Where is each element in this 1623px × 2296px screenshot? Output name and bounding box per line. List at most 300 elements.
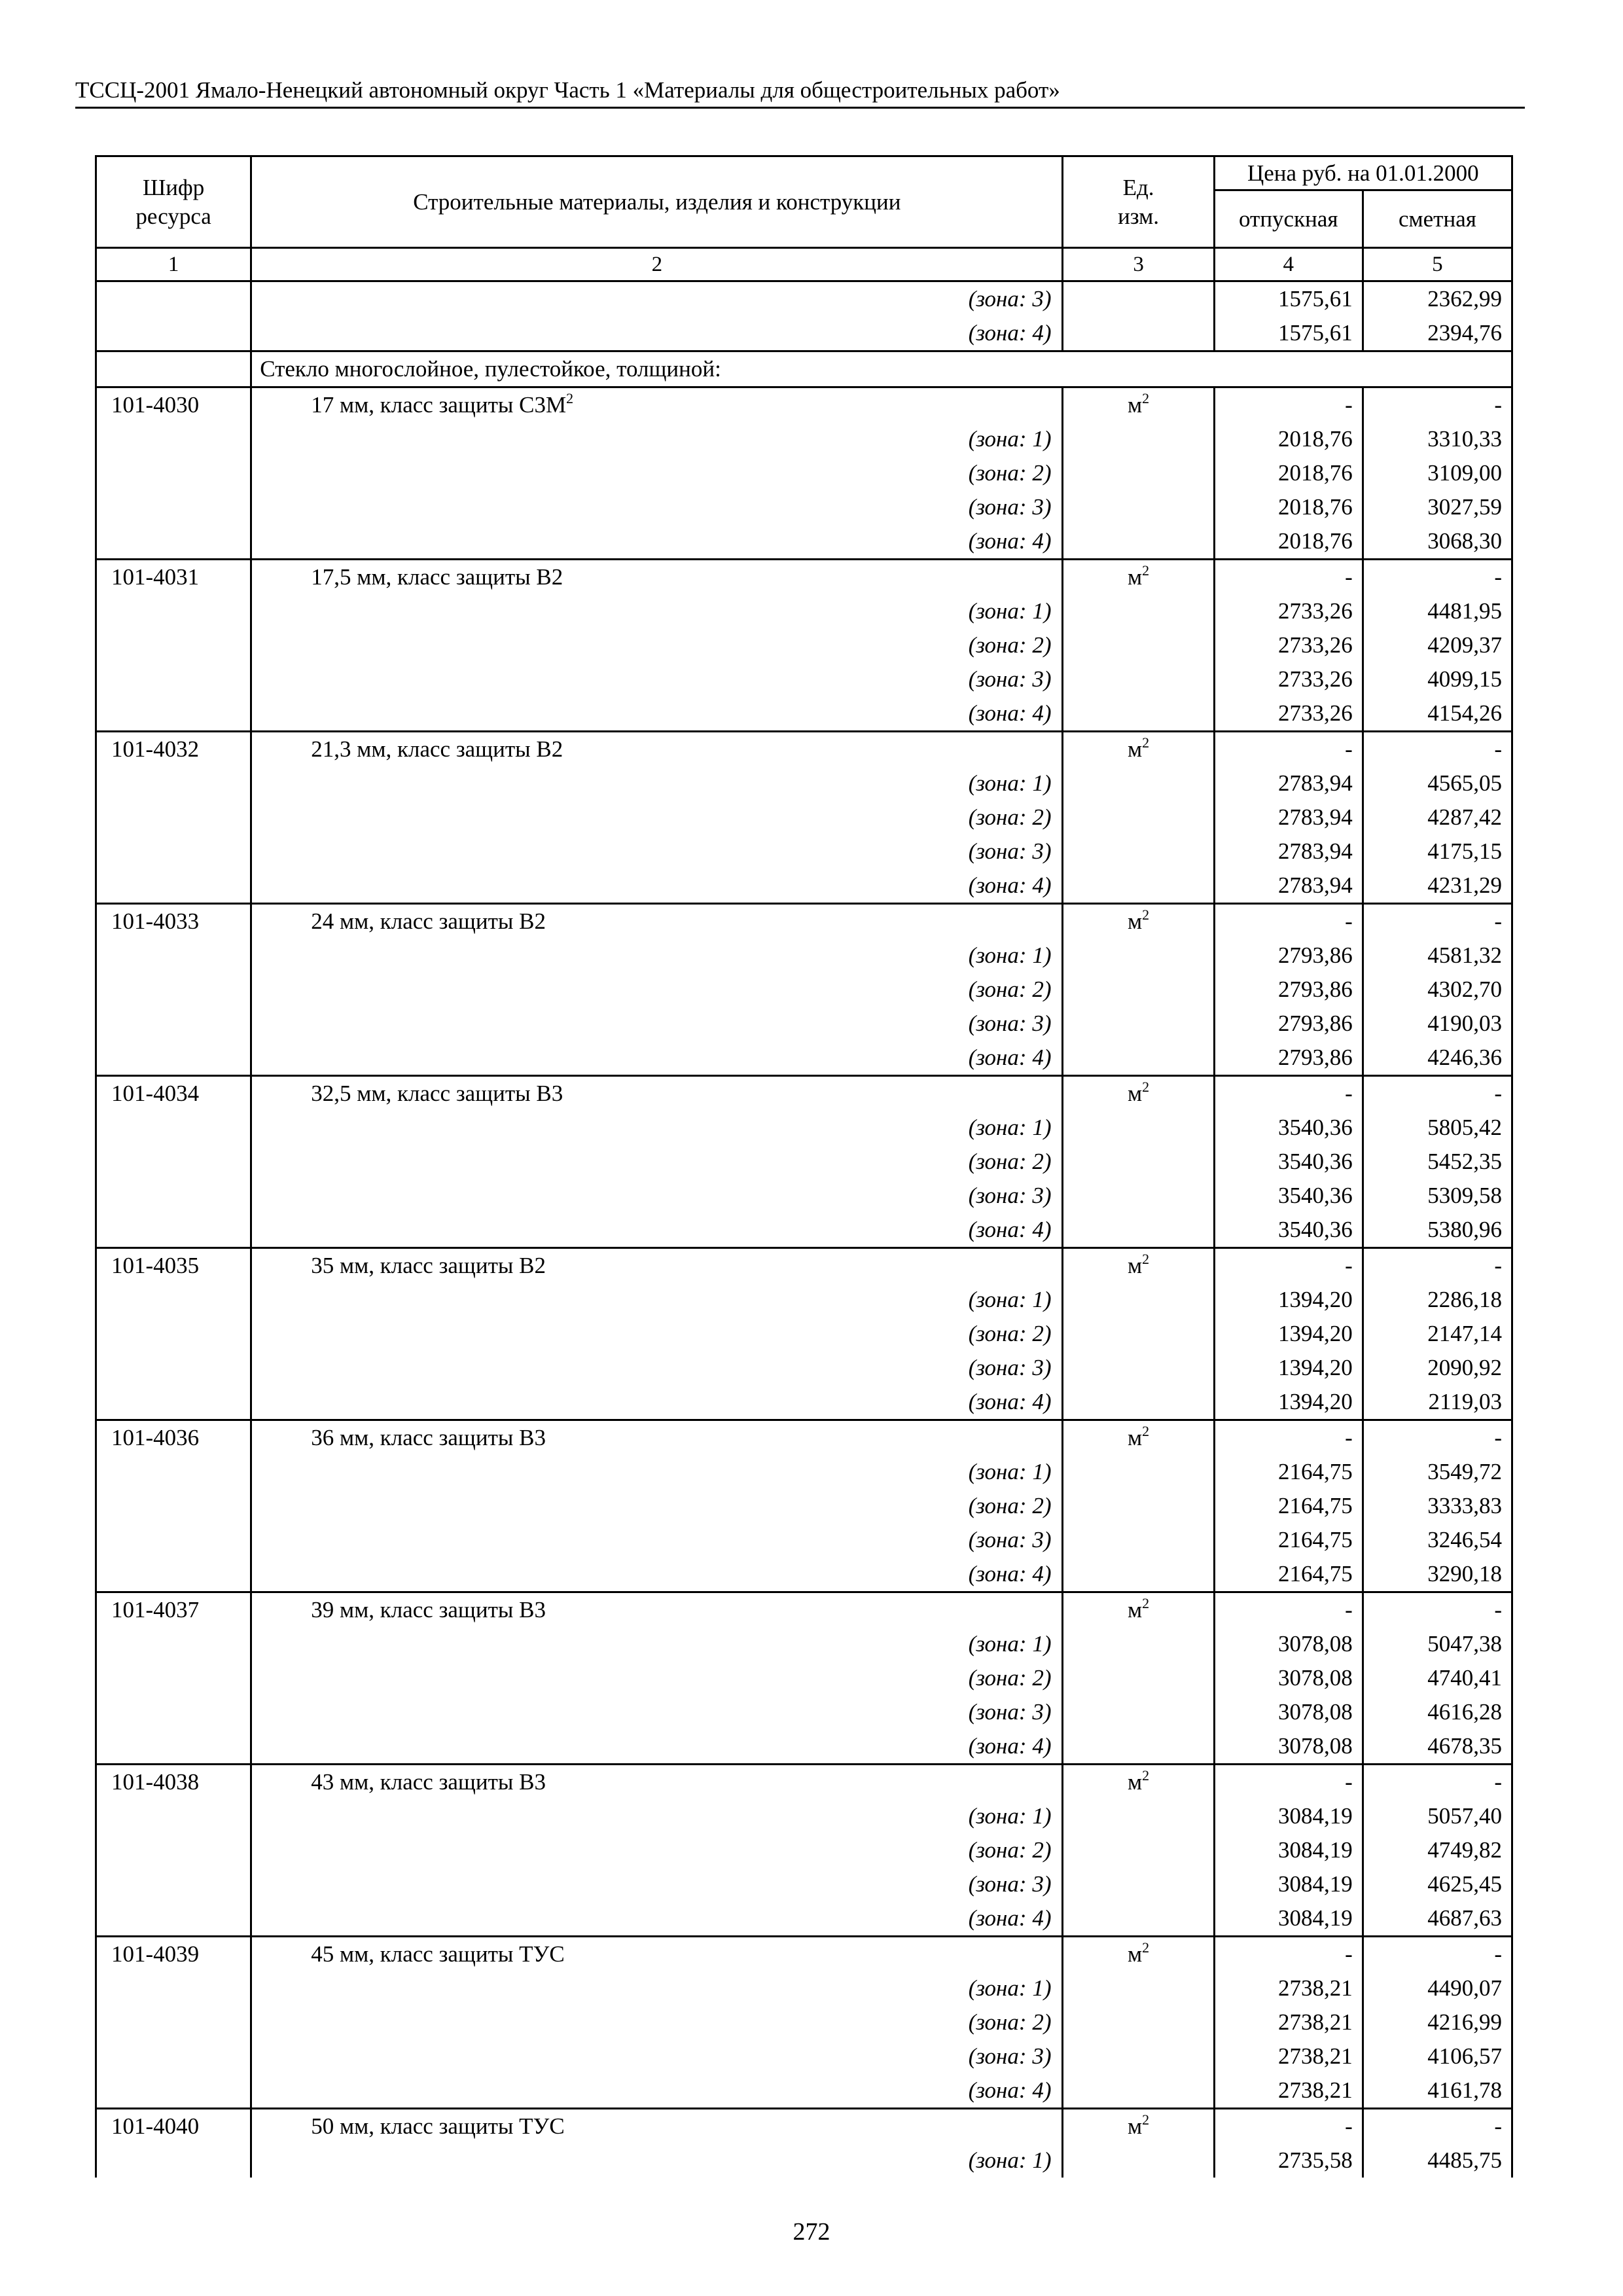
estimate-price: - bbox=[1363, 1937, 1512, 1972]
estimate-price: 2119,03 bbox=[1363, 1385, 1512, 1420]
item-row bbox=[96, 904, 1512, 939]
zone-label: (зона: 4) bbox=[251, 696, 1063, 732]
unit-cell bbox=[1063, 869, 1214, 904]
table-body bbox=[96, 281, 1512, 2178]
code-cell bbox=[96, 2005, 251, 2039]
unit-superscript: 2 bbox=[1142, 390, 1150, 406]
item-name bbox=[251, 1076, 1063, 1111]
zone-row bbox=[96, 1523, 1512, 1557]
zone-label: (зона: 4) bbox=[251, 869, 1063, 904]
code-cell bbox=[96, 316, 251, 351]
release-price: - bbox=[1214, 732, 1363, 767]
estimate-price: 3068,30 bbox=[1363, 524, 1512, 560]
zone-label: (зона: 1) bbox=[251, 422, 1063, 456]
release-price: 2164,75 bbox=[1214, 1455, 1363, 1489]
zone-row bbox=[96, 696, 1512, 732]
unit-cell bbox=[1063, 1041, 1214, 1076]
release-price: 2738,21 bbox=[1214, 1971, 1363, 2005]
estimate-price: 4246,36 bbox=[1363, 1041, 1512, 1076]
zone-row bbox=[96, 1111, 1512, 1145]
zone-label: (зона: 1) bbox=[251, 1111, 1063, 1145]
release-price: 2018,76 bbox=[1214, 422, 1363, 456]
zone-row bbox=[96, 766, 1512, 800]
unit-cell bbox=[1063, 594, 1214, 628]
unit-superscript: 2 bbox=[1142, 2111, 1150, 2128]
unit-cell bbox=[1063, 490, 1214, 524]
item-row bbox=[96, 1420, 1512, 1456]
zone-row bbox=[96, 490, 1512, 524]
unit-text: м bbox=[1127, 908, 1143, 934]
estimate-price: 4581,32 bbox=[1363, 939, 1512, 973]
unit-superscript: 2 bbox=[1142, 734, 1150, 751]
zone-label: (зона: 4) bbox=[251, 316, 1063, 351]
code-cell bbox=[96, 766, 251, 800]
unit-cell bbox=[1063, 1455, 1214, 1489]
col-header-code: Шифр ресурса bbox=[96, 156, 251, 248]
item-name-text: 24 мм, класс защиты В2 bbox=[311, 908, 546, 934]
resource-code: 101-4038 bbox=[96, 1765, 251, 1800]
zone-row bbox=[96, 1317, 1512, 1351]
unit-cell bbox=[1063, 1901, 1214, 1937]
zone-row bbox=[96, 1385, 1512, 1420]
code-cell bbox=[96, 1661, 251, 1695]
code-cell bbox=[96, 594, 251, 628]
zone-row bbox=[96, 869, 1512, 904]
unit-cell bbox=[1063, 422, 1214, 456]
release-price: - bbox=[1214, 387, 1363, 423]
resource-code: 101-4037 bbox=[96, 1592, 251, 1628]
release-price: 3078,08 bbox=[1214, 1729, 1363, 1765]
unit-text: м bbox=[1127, 1253, 1143, 1278]
zone-label: (зона: 3) bbox=[251, 1695, 1063, 1729]
zone-row bbox=[96, 1489, 1512, 1523]
unit-cell bbox=[1063, 1799, 1214, 1833]
release-price: 2793,86 bbox=[1214, 973, 1363, 1007]
item-row bbox=[96, 1765, 1512, 1800]
estimate-price: 3333,83 bbox=[1363, 1489, 1512, 1523]
zone-row bbox=[96, 1627, 1512, 1661]
release-price: 2733,26 bbox=[1214, 696, 1363, 732]
estimate-price: 4687,63 bbox=[1363, 1901, 1512, 1937]
estimate-price: 5057,40 bbox=[1363, 1799, 1512, 1833]
zone-row bbox=[96, 594, 1512, 628]
code-cell bbox=[96, 696, 251, 732]
item-name-text: 36 мм, класс защиты В3 bbox=[311, 1425, 546, 1450]
release-price: 2018,76 bbox=[1214, 490, 1363, 524]
zone-row bbox=[96, 1145, 1512, 1179]
unit-cell bbox=[1063, 662, 1214, 696]
zone-label: (зона: 2) bbox=[251, 973, 1063, 1007]
col-header-estimate: сметная bbox=[1363, 190, 1512, 248]
unit-cell bbox=[1063, 1695, 1214, 1729]
zone-label: (зона: 4) bbox=[251, 1901, 1063, 1937]
zone-label: (зона: 3) bbox=[251, 834, 1063, 869]
unit-cell bbox=[1063, 1385, 1214, 1420]
code-cell bbox=[96, 628, 251, 662]
estimate-price: 4616,28 bbox=[1363, 1695, 1512, 1729]
unit-text: м bbox=[1127, 1769, 1143, 1795]
zone-row bbox=[96, 1283, 1512, 1317]
code-cell bbox=[96, 524, 251, 560]
zone-label: (зона: 1) bbox=[251, 1971, 1063, 2005]
unit-cell bbox=[1063, 1351, 1214, 1385]
zone-label: (зона: 2) bbox=[251, 1317, 1063, 1351]
release-price: 2793,86 bbox=[1214, 939, 1363, 973]
unit-text: м bbox=[1127, 736, 1143, 762]
release-price: 1575,61 bbox=[1214, 281, 1363, 317]
unit-cell bbox=[1063, 316, 1214, 351]
zone-label: (зона: 1) bbox=[251, 939, 1063, 973]
estimate-price: 4678,35 bbox=[1363, 1729, 1512, 1765]
release-price: 2735,58 bbox=[1214, 2144, 1363, 2178]
release-price: 2733,26 bbox=[1214, 628, 1363, 662]
col-header-unit: Ед. изм. bbox=[1063, 156, 1214, 248]
item-name-text: 21,3 мм, класс защиты В2 bbox=[311, 736, 563, 762]
resource-code: 101-4035 bbox=[96, 1248, 251, 1283]
release-price: 2018,76 bbox=[1214, 524, 1363, 560]
estimate-price: 2394,76 bbox=[1363, 316, 1512, 351]
estimate-price: - bbox=[1363, 1248, 1512, 1283]
zone-label: (зона: 4) bbox=[251, 2073, 1063, 2109]
estimate-price: 4287,42 bbox=[1363, 800, 1512, 834]
release-price: 2164,75 bbox=[1214, 1557, 1363, 1592]
unit-cell bbox=[1063, 560, 1214, 595]
zone-row bbox=[96, 1867, 1512, 1901]
unit-cell bbox=[1063, 2005, 1214, 2039]
unit-cell bbox=[1063, 1937, 1214, 1972]
unit-cell bbox=[1063, 1111, 1214, 1145]
release-price: 2738,21 bbox=[1214, 2073, 1363, 2109]
unit-cell bbox=[1063, 387, 1214, 423]
zone-row bbox=[96, 422, 1512, 456]
estimate-price: 2147,14 bbox=[1363, 1317, 1512, 1351]
estimate-price: 3109,00 bbox=[1363, 456, 1512, 490]
release-price: 2733,26 bbox=[1214, 662, 1363, 696]
estimate-price: 4565,05 bbox=[1363, 766, 1512, 800]
unit-superscript: 2 bbox=[1142, 906, 1150, 923]
item-row bbox=[96, 1076, 1512, 1111]
estimate-price: 4106,57 bbox=[1363, 2039, 1512, 2073]
unit-cell bbox=[1063, 628, 1214, 662]
zone-label: (зона: 2) bbox=[251, 1489, 1063, 1523]
release-price: 2783,94 bbox=[1214, 869, 1363, 904]
estimate-price: 3246,54 bbox=[1363, 1523, 1512, 1557]
zone-row bbox=[96, 1007, 1512, 1041]
zone-row bbox=[96, 1833, 1512, 1867]
unit-superscript: 2 bbox=[1142, 1251, 1150, 1267]
code-cell bbox=[96, 1695, 251, 1729]
code-cell bbox=[96, 1971, 251, 2005]
release-price: - bbox=[1214, 1592, 1363, 1628]
zone-label: (зона: 1) bbox=[251, 2144, 1063, 2178]
release-price: 1394,20 bbox=[1214, 1317, 1363, 1351]
zone-label: (зона: 3) bbox=[251, 1523, 1063, 1557]
zone-label: (зона: 2) bbox=[251, 1145, 1063, 1179]
code-cell bbox=[96, 1833, 251, 1867]
release-price: - bbox=[1214, 1765, 1363, 1800]
zone-label: (зона: 4) bbox=[251, 1385, 1063, 1420]
unit-text: м bbox=[1127, 1597, 1143, 1623]
price-table bbox=[95, 155, 1513, 2178]
code-cell bbox=[96, 2144, 251, 2178]
unit-superscript: 2 bbox=[1142, 562, 1150, 579]
unit-cell bbox=[1063, 800, 1214, 834]
item-name-text: 35 мм, класс защиты В2 bbox=[311, 1253, 546, 1278]
unit-cell bbox=[1063, 732, 1214, 767]
col-header-price: Цена руб. на 01.01.2000 bbox=[1214, 156, 1512, 190]
estimate-price: 5380,96 bbox=[1363, 1213, 1512, 1248]
zone-label: (зона: 3) bbox=[251, 1179, 1063, 1213]
code-cell bbox=[96, 351, 251, 387]
item-row bbox=[96, 1592, 1512, 1628]
unit-cell bbox=[1063, 696, 1214, 732]
estimate-price: - bbox=[1363, 560, 1512, 595]
unit-cell bbox=[1063, 1661, 1214, 1695]
zone-row bbox=[96, 1557, 1512, 1592]
estimate-price: 4481,95 bbox=[1363, 594, 1512, 628]
zone-row bbox=[96, 281, 1512, 317]
unit-cell bbox=[1063, 2144, 1214, 2178]
zone-row bbox=[96, 662, 1512, 696]
zone-row bbox=[96, 456, 1512, 490]
zone-label: (зона: 2) bbox=[251, 628, 1063, 662]
item-name bbox=[251, 1765, 1063, 1800]
release-price: 3084,19 bbox=[1214, 1901, 1363, 1937]
estimate-price: 3310,33 bbox=[1363, 422, 1512, 456]
zone-label: (зона: 2) bbox=[251, 456, 1063, 490]
release-price: 3078,08 bbox=[1214, 1627, 1363, 1661]
col-header-name: Строительные материалы, изделия и конструкции bbox=[251, 156, 1063, 248]
unit-cell bbox=[1063, 1523, 1214, 1557]
item-name-text: 45 мм, класс защиты ТУС bbox=[311, 1941, 565, 1967]
unit-cell bbox=[1063, 904, 1214, 939]
zone-label: (зона: 1) bbox=[251, 1627, 1063, 1661]
zone-label: (зона: 2) bbox=[251, 800, 1063, 834]
estimate-price: 5805,42 bbox=[1363, 1111, 1512, 1145]
table-header bbox=[96, 156, 1512, 281]
estimate-price: 4190,03 bbox=[1363, 1007, 1512, 1041]
release-price: 1394,20 bbox=[1214, 1283, 1363, 1317]
zone-row bbox=[96, 1695, 1512, 1729]
release-price: - bbox=[1214, 1420, 1363, 1456]
code-cell bbox=[96, 834, 251, 869]
unit-cell bbox=[1063, 1248, 1214, 1283]
estimate-price: - bbox=[1363, 1765, 1512, 1800]
code-cell bbox=[96, 1179, 251, 1213]
release-price: - bbox=[1214, 560, 1363, 595]
page-number: 272 bbox=[793, 2218, 830, 2246]
code-cell bbox=[96, 1145, 251, 1179]
item-name bbox=[251, 560, 1063, 595]
column-number: 4 bbox=[1214, 248, 1363, 281]
zone-label: (зона: 2) bbox=[251, 1661, 1063, 1695]
unit-cell bbox=[1063, 766, 1214, 800]
release-price: 2738,21 bbox=[1214, 2005, 1363, 2039]
estimate-price: 4231,29 bbox=[1363, 869, 1512, 904]
zone-row bbox=[96, 939, 1512, 973]
zone-label: (зона: 1) bbox=[251, 594, 1063, 628]
code-cell bbox=[96, 1523, 251, 1557]
resource-code: 101-4040 bbox=[96, 2109, 251, 2144]
unit-cell bbox=[1063, 973, 1214, 1007]
code-cell bbox=[96, 1351, 251, 1385]
code-cell bbox=[96, 800, 251, 834]
code-cell bbox=[96, 2073, 251, 2109]
code-cell bbox=[96, 1283, 251, 1317]
code-cell bbox=[96, 662, 251, 696]
estimate-price: 5452,35 bbox=[1363, 1145, 1512, 1179]
release-price: - bbox=[1214, 1248, 1363, 1283]
item-row bbox=[96, 1248, 1512, 1283]
code-cell bbox=[96, 1901, 251, 1937]
unit-cell bbox=[1063, 939, 1214, 973]
zone-row bbox=[96, 1799, 1512, 1833]
code-cell bbox=[96, 1455, 251, 1489]
unit-text: м bbox=[1127, 392, 1143, 418]
zone-label: (зона: 2) bbox=[251, 1833, 1063, 1867]
column-numbers-row bbox=[96, 248, 1512, 281]
estimate-price: 4099,15 bbox=[1363, 662, 1512, 696]
code-cell bbox=[96, 1729, 251, 1765]
unit-text: м bbox=[1127, 1081, 1143, 1106]
unit-cell bbox=[1063, 1076, 1214, 1111]
estimate-price: - bbox=[1363, 1076, 1512, 1111]
code-cell bbox=[96, 973, 251, 1007]
estimate-price: 4209,37 bbox=[1363, 628, 1512, 662]
release-price: 1575,61 bbox=[1214, 316, 1363, 351]
unit-cell bbox=[1063, 1833, 1214, 1867]
zone-label: (зона: 3) bbox=[251, 490, 1063, 524]
zone-label: (зона: 4) bbox=[251, 1213, 1063, 1248]
item-name bbox=[251, 1937, 1063, 1972]
code-cell bbox=[96, 422, 251, 456]
release-price: 2793,86 bbox=[1214, 1007, 1363, 1041]
release-price: 3540,36 bbox=[1214, 1179, 1363, 1213]
estimate-price: 5309,58 bbox=[1363, 1179, 1512, 1213]
estimate-price: 2090,92 bbox=[1363, 1351, 1512, 1385]
item-row bbox=[96, 560, 1512, 595]
release-price: 2738,21 bbox=[1214, 2039, 1363, 2073]
code-cell bbox=[96, 490, 251, 524]
estimate-price: 4161,78 bbox=[1363, 2073, 1512, 2109]
unit-cell bbox=[1063, 1765, 1214, 1800]
item-name bbox=[251, 1592, 1063, 1628]
column-number: 2 bbox=[251, 248, 1063, 281]
zone-label: (зона: 1) bbox=[251, 1283, 1063, 1317]
unit-cell bbox=[1063, 2109, 1214, 2144]
zone-row bbox=[96, 524, 1512, 560]
release-price: 2164,75 bbox=[1214, 1489, 1363, 1523]
unit-cell bbox=[1063, 524, 1214, 560]
zone-row bbox=[96, 800, 1512, 834]
zone-label: (зона: 2) bbox=[251, 2005, 1063, 2039]
code-cell bbox=[96, 1867, 251, 1901]
estimate-price: 4302,70 bbox=[1363, 973, 1512, 1007]
release-price: 3078,08 bbox=[1214, 1661, 1363, 1695]
unit-cell bbox=[1063, 456, 1214, 490]
release-price: 2783,94 bbox=[1214, 800, 1363, 834]
estimate-price: 4175,15 bbox=[1363, 834, 1512, 869]
unit-cell bbox=[1063, 1145, 1214, 1179]
item-name-text: 39 мм, класс защиты В3 bbox=[311, 1597, 546, 1623]
release-price: - bbox=[1214, 1937, 1363, 1972]
unit-cell bbox=[1063, 834, 1214, 869]
zone-row bbox=[96, 2039, 1512, 2073]
release-price: 1394,20 bbox=[1214, 1351, 1363, 1385]
resource-code: 101-4030 bbox=[96, 387, 251, 423]
estimate-price: 4154,26 bbox=[1363, 696, 1512, 732]
zone-label: (зона: 1) bbox=[251, 1455, 1063, 1489]
estimate-price: 4490,07 bbox=[1363, 1971, 1512, 2005]
item-name bbox=[251, 387, 1063, 423]
estimate-price: 4485,75 bbox=[1363, 2144, 1512, 2178]
estimate-price: 3549,72 bbox=[1363, 1455, 1512, 1489]
resource-code: 101-4034 bbox=[96, 1076, 251, 1111]
group-title: Стекло многослойное, пулестойкое, толщиной: bbox=[251, 351, 1512, 387]
zone-label: (зона: 4) bbox=[251, 1729, 1063, 1765]
estimate-price: 2362,99 bbox=[1363, 281, 1512, 317]
estimate-price: 4740,41 bbox=[1363, 1661, 1512, 1695]
zone-row bbox=[96, 1661, 1512, 1695]
item-row bbox=[96, 2109, 1512, 2144]
column-number: 3 bbox=[1063, 248, 1214, 281]
item-name-text: 17 мм, класс защиты С3М bbox=[311, 392, 567, 418]
release-price: 2018,76 bbox=[1214, 456, 1363, 490]
estimate-price: - bbox=[1363, 1420, 1512, 1456]
zone-row bbox=[96, 1455, 1512, 1489]
column-number: 1 bbox=[96, 248, 251, 281]
unit-superscript: 2 bbox=[1142, 1767, 1150, 1784]
item-name-text: 43 мм, класс защиты В3 bbox=[311, 1769, 546, 1795]
zone-row bbox=[96, 1213, 1512, 1248]
unit-cell bbox=[1063, 1317, 1214, 1351]
release-price: 3540,36 bbox=[1214, 1145, 1363, 1179]
estimate-price: - bbox=[1363, 1592, 1512, 1628]
zone-row bbox=[96, 2073, 1512, 2109]
zone-label: (зона: 4) bbox=[251, 524, 1063, 560]
unit-cell bbox=[1063, 1283, 1214, 1317]
zone-label: (зона: 3) bbox=[251, 662, 1063, 696]
code-cell bbox=[96, 1799, 251, 1833]
unit-cell bbox=[1063, 1867, 1214, 1901]
unit-text: м bbox=[1127, 1425, 1143, 1450]
release-price: 2783,94 bbox=[1214, 834, 1363, 869]
unit-cell bbox=[1063, 2073, 1214, 2109]
release-price: 3084,19 bbox=[1214, 1833, 1363, 1867]
page-header bbox=[75, 74, 1525, 109]
item-row bbox=[96, 732, 1512, 767]
release-price: - bbox=[1214, 1076, 1363, 1111]
estimate-price: - bbox=[1363, 2109, 1512, 2144]
estimate-price: 4216,99 bbox=[1363, 2005, 1512, 2039]
estimate-price: - bbox=[1363, 732, 1512, 767]
resource-code: 101-4036 bbox=[96, 1420, 251, 1456]
unit-cell bbox=[1063, 1007, 1214, 1041]
code-cell bbox=[96, 1213, 251, 1248]
item-name bbox=[251, 1248, 1063, 1283]
code-cell bbox=[96, 456, 251, 490]
code-cell bbox=[96, 1111, 251, 1145]
estimate-price: 4749,82 bbox=[1363, 1833, 1512, 1867]
document-title: ТССЦ-2001 Ямало-Ненецкий автономный округ Часть 1 «Материалы для общестроительных работ» bbox=[75, 77, 1060, 103]
unit-text: м bbox=[1127, 564, 1143, 590]
unit-cell bbox=[1063, 2039, 1214, 2073]
release-price: 3540,36 bbox=[1214, 1213, 1363, 1248]
zone-row bbox=[96, 2144, 1512, 2178]
zone-label: (зона: 3) bbox=[251, 1351, 1063, 1385]
code-cell bbox=[96, 1557, 251, 1592]
group-row bbox=[96, 351, 1512, 387]
